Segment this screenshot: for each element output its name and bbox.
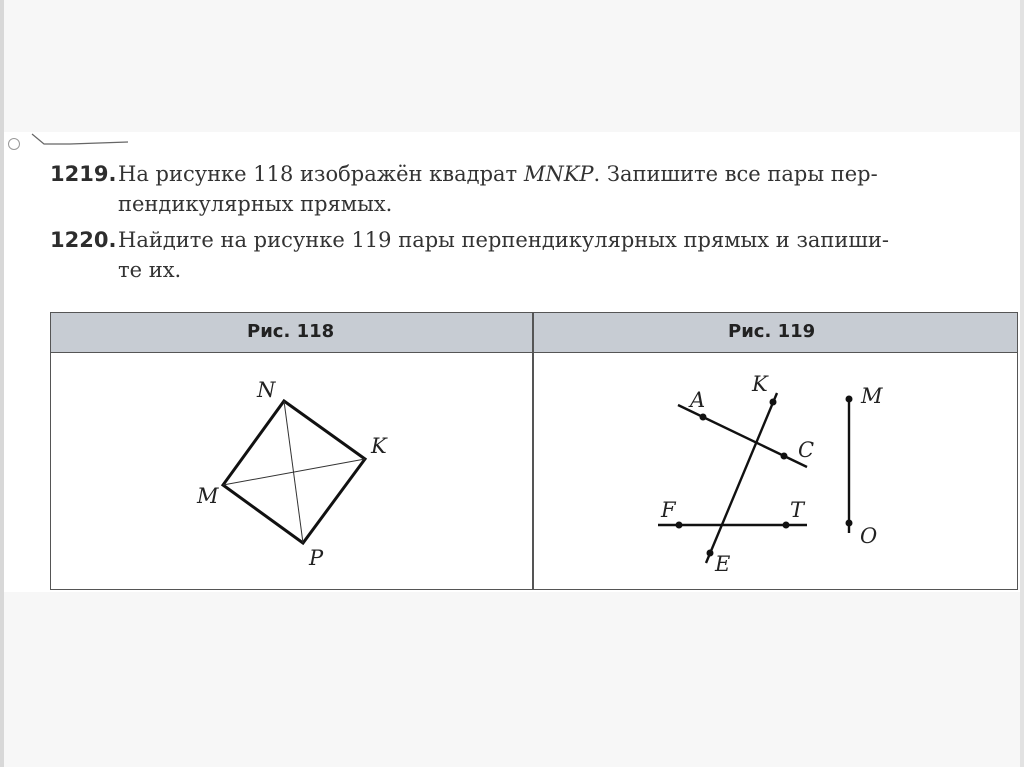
figure-119-drawing [534,353,1014,589]
label-f: F [661,498,676,522]
square-name: MNKP [523,162,594,186]
figure-table-header [51,313,1017,353]
label-k: K [371,434,387,458]
left-edge [0,0,4,767]
problem-number: 1219. [50,162,117,186]
label-t: T [790,498,805,522]
problem-text-line-2: пендикулярных прямых. [118,192,393,216]
line-ac [678,405,807,467]
label-n: N [257,378,276,402]
label-c: C [798,438,815,462]
diagonal-mk [223,459,365,485]
point-a [700,414,707,421]
point-e [707,550,714,557]
point-t [783,522,790,529]
problem-text-line-1: Найдите на рисунке 119 пары перпендикулярных прямых и запиши- [118,228,890,252]
figure-table [50,312,1018,590]
point-o [846,520,853,527]
label-p: P [309,546,324,570]
point-c [781,453,788,460]
point-f [676,522,683,529]
point-k [770,399,777,406]
label-e: E [715,552,731,576]
bottom-margin [0,592,1024,767]
label-m: M [861,384,883,408]
label-m: M [197,484,219,508]
circle-marker-icon [8,138,20,150]
point-m [846,396,853,403]
line-ke [706,393,777,563]
scribble-mark [30,128,130,148]
label-a: A [690,388,706,412]
top-margin [0,0,1024,132]
problem-text-line-1: На рисунке 118 изображён квадрат MNKP. Запишите все пары пер- [118,162,878,186]
figure-118-drawing [51,353,531,589]
right-edge [1020,0,1024,767]
label-k: K [752,372,768,396]
problem-number: 1220. [50,228,117,252]
figure-118-title: Рис. 118 [247,321,335,342]
label-o: O [860,524,878,548]
problem-text-line-2: те их. [118,258,182,282]
figure-119-title: Рис. 119 [728,321,816,342]
